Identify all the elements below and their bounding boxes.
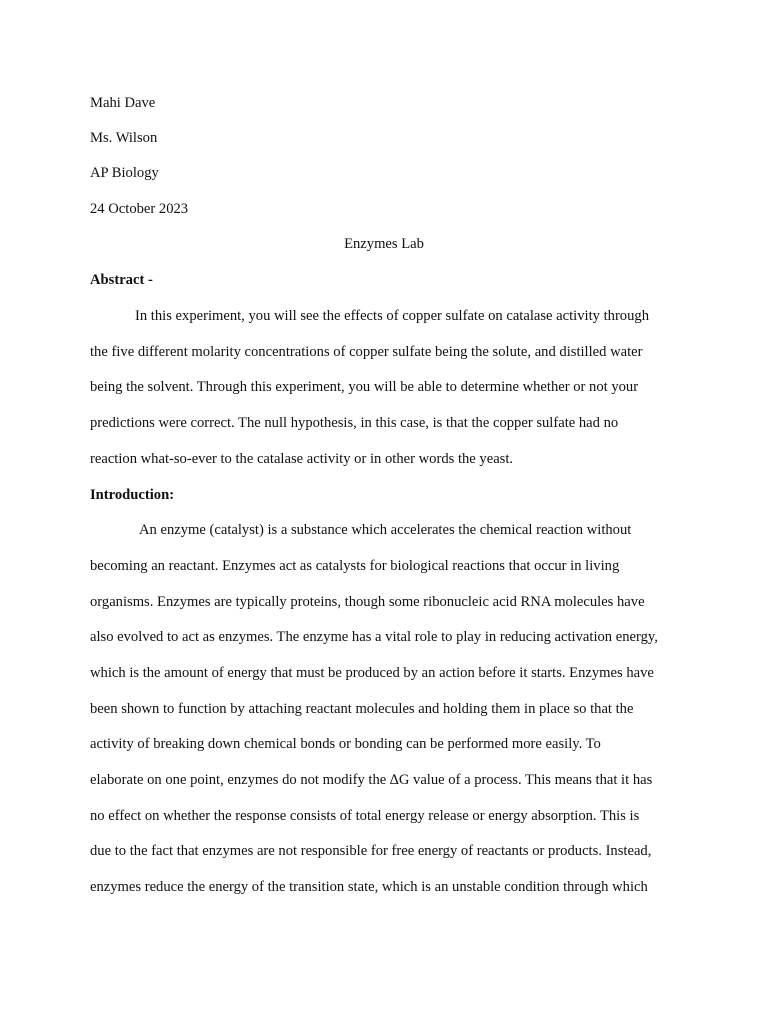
teacher-name: Ms. Wilson: [90, 130, 158, 146]
introduction-line: elaborate on one point, enzymes do not modify the ∆G value of a process. This means that it has: [90, 772, 653, 788]
course-name: AP Biology: [90, 165, 159, 181]
introduction-line: An enzyme (catalyst) is a substance which accelerates the chemical reaction without: [139, 522, 632, 538]
document-date: 24 October 2023: [90, 201, 189, 217]
introduction-line: due to the fact that enzymes are not responsible for free energy of reactants or products. Instead,: [90, 843, 652, 859]
introduction-line: organisms. Enzymes are typically proteins, though some ribonucleic acid RNA molecules have: [90, 594, 645, 610]
document-title: Enzymes Lab: [344, 236, 424, 252]
introduction-line: been shown to function by attaching reactant molecules and holding them in place so that the: [90, 701, 634, 717]
introduction-heading: Introduction:: [90, 487, 175, 503]
introduction-line: also evolved to act as enzymes. The enzyme has a vital role to play in reducing activation energy,: [90, 629, 658, 645]
abstract-line: predictions were correct. The null hypothesis, in this case, is that the copper sulfate had no: [90, 415, 619, 431]
introduction-line: becoming an reactant. Enzymes act as catalysts for biological reactions that occur in living: [90, 558, 620, 574]
introduction-line: activity of breaking down chemical bonds or bonding can be performed more easily. To: [90, 736, 601, 752]
abstract-line: In this experiment, you will see the effects of copper sulfate on catalase activity through: [135, 308, 649, 324]
introduction-line: which is the amount of energy that must be produced by an action before it starts. Enzymes have: [90, 665, 654, 681]
abstract-line: the five different molarity concentrations of copper sulfate being the solute, and distilled water: [90, 344, 643, 360]
abstract-line: reaction what-so-ever to the catalase activity or in other words the yeast.: [90, 451, 514, 467]
abstract-heading: Abstract -: [90, 272, 153, 288]
abstract-line: being the solvent. Through this experiment, you will be able to determine whether or not your: [90, 379, 639, 395]
introduction-line: enzymes reduce the energy of the transition state, which is an unstable condition through which: [90, 879, 648, 895]
introduction-line: no effect on whether the response consists of total energy release or energy absorption. This is: [90, 808, 640, 824]
author-name: Mahi Dave: [90, 95, 156, 111]
